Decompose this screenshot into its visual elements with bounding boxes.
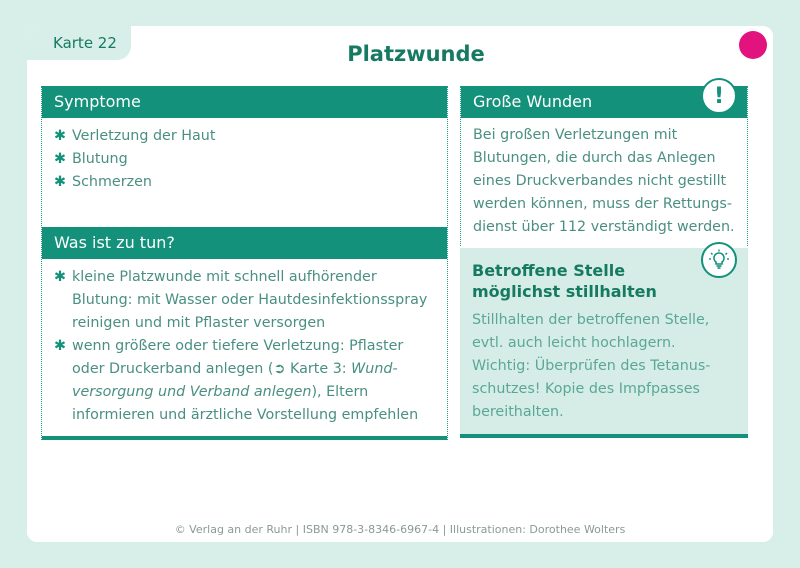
action-item: ✱ wenn größere oder tiefere Verletzung: Pflaster oder Druckerband anlegen (➲ Karte 3: Wund- versorgung und Verband anlegen), Eltern informieren und ärztliche Vorstellung empfehlen bbox=[54, 335, 441, 427]
symptom-item: ✱ Blutung bbox=[54, 148, 441, 171]
footer-copyright: © Verlag an der Ruhr | ISBN 978-3-8346-6967-4 | Illustrationen: Dorothee Wolters bbox=[174, 523, 626, 536]
asterisk-icon: ✱ bbox=[54, 338, 66, 354]
asterisk-icon: ✱ bbox=[54, 269, 66, 285]
asterisk-icon: ✱ bbox=[54, 174, 66, 190]
symptome-heading: Symptome bbox=[42, 86, 447, 118]
lightbulb-icon bbox=[701, 242, 737, 278]
card-reference: versorgung und Verband anlegen bbox=[72, 384, 312, 400]
grosse-wunden-heading: Große Wunden bbox=[461, 86, 747, 118]
tipp-text: Stillhalten der betroffenen Stelle, evtl. auch leicht hochlagern. Wichtig: Überprüfen des Tetanus- schutzes! Kopie des Impfpasses bereithalten. bbox=[472, 312, 711, 420]
symptom-item: ✱ Verletzung der Haut bbox=[54, 125, 441, 148]
asterisk-icon: ✱ bbox=[54, 128, 66, 144]
exclamation-icon: ! bbox=[701, 78, 737, 114]
grosse-wunden-panel bbox=[460, 86, 748, 246]
page-title: Platzwunde bbox=[347, 42, 485, 66]
was-ist-zu-tun-heading: Was ist zu tun? bbox=[42, 227, 447, 259]
grosse-wunden-text: Bei großen Verletzungen mit Blutungen, die durch das Anlegen eines Druckverbandes nicht gestillt werden können, muss der Rettungs- dienst über 112 verständigt werden. bbox=[473, 127, 735, 235]
tipp-bottom-bar bbox=[460, 434, 748, 438]
action-item: ✱ kleine Platzwunde mit schnell aufhörender Blutung: mit Wasser oder Hautdesinfektionsspray reinigen und mit Pflaster versorgen bbox=[54, 266, 441, 335]
panel-bottom-bar bbox=[42, 436, 447, 440]
symptom-item: ✱ Schmerzen bbox=[54, 171, 441, 194]
asterisk-icon: ✱ bbox=[54, 151, 66, 167]
card-reference: Wund- bbox=[351, 361, 398, 377]
tipp-heading: Betroffene Stelle möglichst stillhalten bbox=[472, 261, 657, 301]
tipp-box bbox=[460, 248, 748, 438]
card-number-tab: Karte 22 bbox=[27, 26, 131, 60]
left-panel bbox=[41, 86, 448, 440]
